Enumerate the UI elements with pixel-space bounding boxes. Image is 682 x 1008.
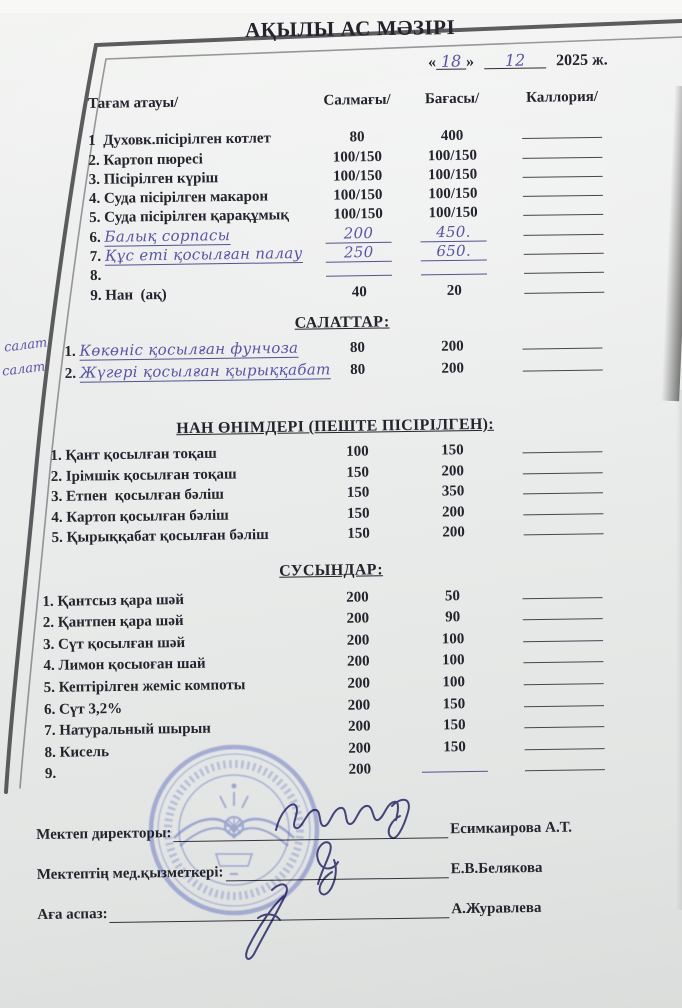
weight-value: 200: [347, 675, 371, 692]
dish-number: 3.: [50, 489, 63, 506]
weight-value: 150: [347, 525, 370, 542]
weight-value: 150: [346, 484, 370, 502]
price-value: 100: [442, 652, 465, 669]
dish-name: Суда пісірілген макарон: [103, 188, 269, 207]
weight-value: 80: [349, 129, 365, 146]
dish-name: Кептірілген жеміс компоты: [58, 677, 246, 696]
dish-number: 6.: [43, 701, 56, 718]
dish-name: Духовк.пісірілген котлет: [103, 130, 272, 150]
column-header-dish: Тағам атауы/: [88, 94, 179, 112]
price-value: 150: [441, 442, 464, 459]
dish-number: 1.: [64, 343, 76, 360]
date-open-quote: «: [428, 53, 437, 71]
weight-value: 200: [348, 761, 372, 779]
weight-value: 200: [347, 696, 371, 714]
bread-list: [50, 437, 621, 547]
weight-value: 250: [326, 243, 392, 263]
signature-blank-line: [109, 902, 449, 923]
dish-name: Құс еті қосылған палау: [104, 244, 303, 265]
dish-number: 6.: [89, 229, 101, 246]
calorie-blank-line: [524, 241, 604, 255]
section-header-bread: НАН ӨНІМДЕРІ (ПЕШТЕ ПІСІРІЛГЕН):: [176, 415, 495, 438]
main-dishes-list: [88, 124, 622, 305]
signature-blank-line: [173, 822, 448, 842]
column-header-weight: Салмағы/: [323, 91, 391, 109]
calorie-blank-line: [522, 335, 602, 349]
dish-number: 5.: [43, 679, 56, 696]
dish-name: Қантпен қара шәй: [57, 613, 184, 631]
signature-block: [36, 812, 614, 940]
calorie-blank-line: [522, 125, 602, 139]
signature-label: Мектептің мед.қызметкері:: [36, 864, 224, 883]
calorie-blank-line: [524, 714, 604, 728]
weight-value: 200: [346, 589, 369, 606]
price-value: 350: [441, 483, 465, 500]
signature-blank-line: [225, 862, 448, 881]
dish-name: Пісірілген күріш: [103, 170, 219, 188]
column-headers: [88, 89, 620, 113]
calorie-blank-line: [522, 144, 602, 158]
calorie-blank-line: [523, 460, 603, 474]
date-month-handwritten: 12: [484, 52, 546, 69]
dish-name: Қант қосылған тоқаш: [65, 446, 217, 465]
dish-number: 3.: [42, 636, 55, 653]
calorie-blank-line: [523, 183, 603, 197]
margin-note-handwritten: салат: [3, 335, 49, 356]
dish-number: 9.: [44, 766, 57, 783]
dish-name: Жүгері қосылған қырыққабат: [79, 360, 331, 382]
price-value: 200: [441, 360, 465, 377]
date-day-handwritten: 18: [436, 53, 466, 69]
weight-value: 200: [347, 718, 371, 735]
column-header-calories: Каллория/: [525, 88, 599, 106]
dish-name: Қырыққабат қосылған бәліш: [66, 526, 269, 546]
date-year: 2025 ж.: [555, 51, 608, 70]
dish-number: 5.: [89, 210, 101, 227]
weight-value: 200: [346, 610, 370, 627]
price-value: 650.: [421, 242, 487, 262]
calorie-blank-line: [523, 521, 603, 535]
section-drinks: [42, 558, 623, 783]
drinks-list: [42, 581, 623, 783]
dish-name: Етпен қосылған бәліш: [65, 486, 225, 505]
dish-number: 2.: [64, 365, 77, 382]
price-value: 450.: [420, 222, 486, 242]
price-value: 200: [441, 463, 465, 480]
dish-name: Қантсыз қара шәй: [57, 591, 185, 610]
weight-value: 200: [325, 224, 391, 244]
weight-value: 80: [350, 361, 366, 379]
calorie-blank-line: [523, 357, 603, 371]
weight-value: 200: [347, 653, 370, 671]
price-value: 100: [442, 674, 466, 691]
calorie-blank-line: [523, 501, 603, 515]
signature-row-medworker: [37, 852, 613, 884]
weight-value: 150: [346, 464, 370, 481]
price-value: [421, 274, 487, 276]
price-value: 150: [442, 695, 466, 712]
weight-value: 200: [348, 740, 371, 757]
salads-list: [64, 331, 621, 383]
price-value: 100/150: [427, 166, 478, 184]
column-header-price: Бағасы/: [424, 90, 480, 108]
date-line: [428, 51, 668, 72]
price-value: 100: [441, 630, 465, 648]
dish-number: 5.: [51, 529, 63, 546]
dish-name: Балық сорпасы: [104, 225, 231, 246]
dish-name: Сүт қосылған шәй: [57, 634, 186, 653]
dish-number: 9.: [90, 287, 102, 304]
weight-value: 150: [346, 505, 370, 522]
calorie-blank-line: [524, 279, 604, 293]
dish-number: 2.: [88, 152, 100, 169]
dish-name: Көкөніс қосылған фунчоза: [79, 338, 299, 360]
price-value: 100/150: [428, 185, 478, 203]
calorie-blank-line: [523, 606, 603, 620]
dish-number: 1: [88, 133, 96, 150]
section-salads: [64, 310, 621, 383]
dish-name: Сүт 3,2%: [58, 700, 123, 718]
calorie-blank-line: [524, 693, 604, 707]
calorie-blank-line: [523, 480, 603, 494]
signature-label: Мектеп директоры:: [36, 825, 172, 843]
weight-value: [326, 275, 392, 277]
price-value: 100/150: [427, 147, 478, 164]
dish-number: 4.: [51, 509, 63, 526]
dish-number: 8.: [44, 744, 56, 761]
dish-name: Суда пісірілген қарақұмық: [104, 207, 290, 227]
price-value: 90: [445, 609, 461, 626]
margin-note-handwritten: салат: [1, 359, 47, 380]
page-title: АҚЫЛЫ АС МӘЗІРІ: [244, 15, 456, 42]
section-header-salads: САЛАТТАР:: [294, 313, 390, 332]
dish-number: 7.: [89, 248, 102, 266]
signature-name: А.Журавлева: [451, 899, 542, 918]
weight-value: 100/150: [332, 148, 383, 166]
calorie-blank-line: [525, 758, 605, 772]
section-bread-products: [50, 414, 622, 547]
price-value: [422, 771, 488, 773]
weight-value: 100/150: [333, 187, 383, 204]
date-close-quote: »: [465, 53, 475, 71]
dish-number: 3.: [88, 171, 101, 188]
dish-number: 7.: [44, 722, 56, 740]
weight-value: 100/150: [333, 206, 383, 224]
price-value: 400: [440, 128, 464, 145]
calorie-blank-line: [524, 260, 604, 274]
signature-label: Аға аспаз:: [37, 906, 108, 923]
calorie-blank-line: [523, 164, 603, 178]
dish-number: 1.: [42, 593, 54, 610]
dish-number: 4.: [88, 191, 101, 208]
price-value: 100/150: [428, 205, 478, 222]
weight-value: 200: [346, 632, 370, 649]
price-value: 200: [441, 503, 465, 521]
calorie-blank-line: [523, 650, 603, 664]
calorie-blank-line: [523, 628, 603, 642]
price-value: 150: [443, 738, 466, 756]
weight-value: 100: [346, 443, 369, 461]
signature-row-chef: [37, 892, 613, 924]
signature-name: Есимкаирова А.Т.: [450, 819, 573, 838]
calorie-blank-line: [522, 585, 602, 599]
signature-name: Е.В.Белякова: [450, 859, 543, 878]
dish-name: Картоп қосылған бәліш: [66, 507, 229, 526]
section-header-drinks: СУСЫНДАР:: [279, 561, 384, 580]
price-value: 200: [442, 524, 465, 541]
calorie-blank-line: [523, 222, 603, 236]
dish-name: Картоп пюресі: [103, 150, 204, 169]
price-value: 20: [446, 282, 462, 299]
dish-name: Кисель: [59, 743, 110, 761]
price-value: 200: [441, 338, 464, 355]
price-value: 150: [442, 717, 466, 734]
price-value: 50: [444, 587, 461, 604]
dish-number: 1.: [50, 448, 62, 465]
weight-value: 80: [349, 339, 366, 357]
dish-name: Нан (ақ): [105, 286, 167, 304]
dish-number: 2.: [50, 468, 63, 485]
calorie-blank-line: [523, 202, 603, 216]
dish-name: Лимон қосыоған шай: [58, 656, 206, 675]
calorie-blank-line: [524, 736, 604, 750]
weight-value: 100/150: [332, 167, 383, 185]
dish-number: 2.: [42, 615, 55, 632]
calorie-blank-line: [522, 440, 602, 454]
signature-row-director: [36, 812, 612, 844]
dish-name: Ірімшік қосылған тоқаш: [65, 466, 237, 485]
dish-name: Натуральный шырын: [59, 720, 211, 739]
dish-number: 8.: [89, 268, 102, 285]
calorie-blank-line: [524, 671, 604, 685]
dish-number: 4.: [43, 658, 55, 675]
weight-value: 40: [351, 283, 367, 301]
